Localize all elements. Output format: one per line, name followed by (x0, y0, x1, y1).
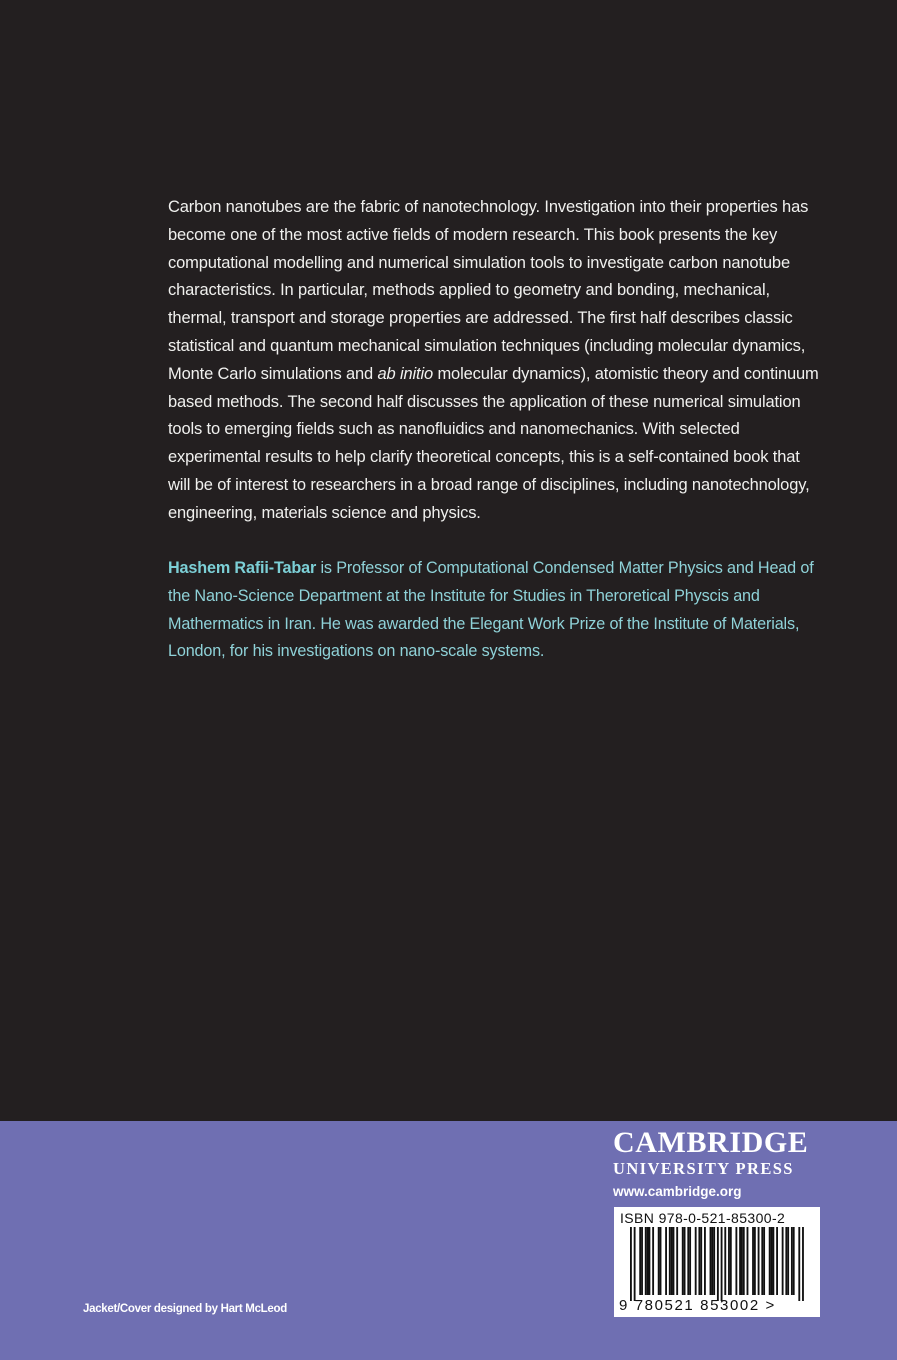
author-bio (168, 555, 814, 666)
barcode-bar (717, 1227, 719, 1301)
barcode-bar (684, 1227, 686, 1295)
description-line: Carbon nanotubes are the fabric of nanotechnology. Investigation into their properties has (168, 198, 809, 216)
description-line: become one of the most active fields of modern research. This book presents the key (168, 225, 778, 244)
barcode-bar (698, 1227, 700, 1295)
barcode-bar (798, 1227, 800, 1301)
description-line: statistical and quantum mechanical simulation techniques (including molecular dynamics, (168, 336, 806, 355)
ean-digits: 9 780521 853002 > (619, 1297, 776, 1314)
barcode-bar (658, 1227, 660, 1295)
author-name: Hashem Rafii-Tabar (168, 559, 317, 577)
bio-line: London, for his investigations on nano-scale systems. (168, 642, 545, 661)
barcode-bar (793, 1227, 795, 1295)
barcode-bar (758, 1227, 760, 1295)
barcode-bar (771, 1227, 773, 1295)
barcode-bar (776, 1227, 778, 1295)
description-line: experimental results to help clarify theoretical concepts, this is a self-contained book that (168, 448, 800, 467)
barcode-bar (739, 1227, 741, 1295)
barcode-bar (695, 1227, 697, 1295)
barcode-bar (721, 1227, 723, 1301)
barcode-bar (752, 1227, 754, 1295)
barcode-bar (682, 1227, 684, 1295)
barcode-bar (802, 1227, 804, 1301)
barcode-bar (782, 1227, 784, 1295)
barcode-bar (772, 1227, 774, 1295)
barcode-bar (641, 1227, 643, 1295)
barcode-bar (724, 1227, 726, 1295)
bio-line: Mathermatics in Iran. He was awarded the Elegant Work Prize of the Institute of Materials, (168, 614, 800, 633)
description-italic: ab initio (377, 364, 434, 383)
bio-line (168, 555, 814, 583)
barcode-bar (649, 1227, 651, 1295)
publisher-subtitle: UNIVERSITY PRESS (613, 1159, 794, 1178)
barcode-bar (665, 1227, 667, 1295)
publisher-logo (613, 1127, 823, 1203)
description-line: tools to emerging fields such as nanofluidics and nanomechanics. With selected (168, 420, 740, 439)
description-line: computational modelling and numerical simulation tools to investigate carbon nanotube (168, 253, 790, 272)
barcode-bar (754, 1227, 756, 1295)
barcode-bar (791, 1227, 793, 1295)
description-line: thermal, transport and storage properties are addressed. The first half describes classic (168, 309, 793, 328)
barcode-bar (645, 1227, 647, 1295)
description-text: molecular dynamics), atomistic theory and continuum (433, 364, 819, 383)
barcode-bar (652, 1227, 654, 1295)
barcode-bar (700, 1227, 702, 1295)
barcode-bar (660, 1227, 662, 1295)
barcode-bar (673, 1227, 675, 1295)
barcode-bar (763, 1227, 765, 1295)
barcode-bar (639, 1227, 641, 1295)
barcode-bar (747, 1227, 749, 1295)
barcode-bar (735, 1227, 737, 1295)
barcode-bar (713, 1227, 715, 1295)
description-line: engineering, materials science and physics. (168, 503, 481, 522)
barcode-bar (761, 1227, 763, 1295)
description-line: will be of interest to researchers in a broad range of disciplines, including nanotechnology, (168, 475, 810, 494)
cover-credit: Jacket/Cover designed by Hart McLeod (83, 1303, 287, 1315)
barcode-bar (741, 1227, 743, 1295)
barcode-bar (634, 1227, 636, 1301)
book-description (168, 194, 819, 528)
barcode-bar (711, 1227, 713, 1295)
bio-text: is Professor of Computational Condensed Matter Physics and Head of (316, 559, 814, 577)
barcode-bar (687, 1227, 689, 1295)
barcode-bar (787, 1227, 789, 1295)
barcode-bar (689, 1227, 691, 1295)
barcode-bar (676, 1227, 678, 1295)
description-line: based methods. The second half discusses the application of these numerical simulation (168, 392, 801, 411)
barcode-bar (769, 1227, 771, 1295)
description-line (168, 361, 819, 389)
isbn-label: ISBN 978-0-521-85300-2 (620, 1210, 786, 1226)
barcode-bar (728, 1227, 730, 1295)
barcode-bar (743, 1227, 745, 1295)
barcode-bar (704, 1227, 706, 1295)
description-text: Monte Carlo simulations and (168, 364, 378, 383)
publisher-name: CAMBRIDGE (613, 1126, 809, 1159)
barcode-bar (630, 1227, 632, 1301)
barcode-panel (614, 1207, 820, 1317)
barcode-bar (730, 1227, 732, 1295)
publisher-url: www.cambridge.org (613, 1184, 742, 1199)
barcode-bar (671, 1227, 673, 1295)
barcode-bar (647, 1227, 649, 1295)
description-line: characteristics. In particular, methods applied to geometry and bonding, mechanical, (168, 281, 770, 300)
barcode-bar (710, 1227, 712, 1295)
bio-line: the Nano-Science Department at the Institute for Studies in Theroretical Physcis and (168, 586, 760, 605)
barcode-bar (669, 1227, 671, 1295)
barcode-bar (785, 1227, 787, 1295)
